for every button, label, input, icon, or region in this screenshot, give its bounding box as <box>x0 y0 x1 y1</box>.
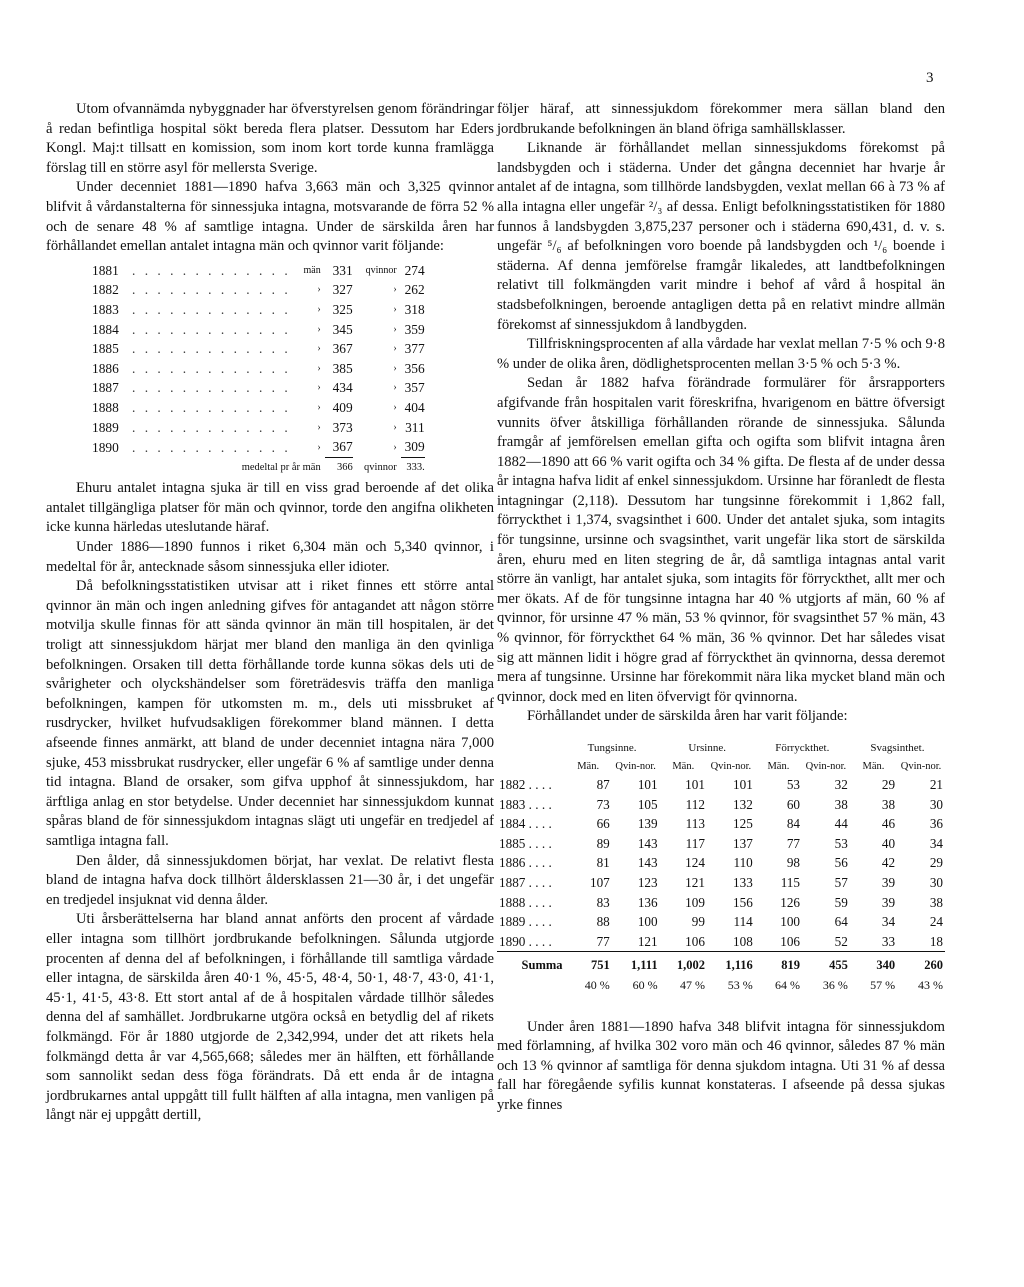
count-cell: 101 <box>733 777 753 792</box>
sub-header-row <box>497 757 945 775</box>
diagnosis-by-year-table <box>497 739 945 996</box>
mean-men: 366 <box>336 461 353 473</box>
count-cell: 139 <box>637 816 658 832</box>
count-cell: 39 <box>881 874 896 890</box>
right-column <box>497 100 945 1116</box>
paragraph: Sedan år 1882 hafva förändrade formulärer för årsrapporters afgifvande från hospitalen varit föreskrifna, hvarigenom en bättre öfversigt vunnits öfver åtskilliga förhållanden rörande de sinnessjuka. Sålunda framgår af jemförelsen emellan gifta och ogifta som blifvit intagna åren 1882—1890 att 66 % varit ogifta och 34 % gifta. De flesta af de under dessa år intagna hafva lidit af enkel sinnessjukdom. Ursinne har föranledt de flesta intagningar (2,118). Dessutom har tungsinne förekommit i 1,862 fall, förryckthet i 1,374, svagsinthet i 600. Under det antalet sjuka, som intagits för tungsinne, ursinne och svagsinthet, varit ungefär lika stort de särskilda åren, ehuru med en liten stegring de år, då samtliga intagnas antal varit större än vanligt, har antalet sjuka, som intagits för förryckthet, allt mer och mer ökats. Af de för tungsinne intagna har 40 % utgjorts af män, 60 % af qvinnor, för ursinne 47 % män, 53 % qvinnor, för svagsinthet 57 % män, 43 % qvinnor, för förryckthet 64 % män, 36 % qvinnor. Det har således visat sig att männen lidit i högre grad af förryckthet än qvinnorna, dessa deremot mera af tungsinne. Ursinne har förekommit nära lika mycket bland män och qvinnor, dock med en liten öfvervigt för qvinnorna. <box>497 375 945 705</box>
year-cell: 1890 <box>92 439 119 455</box>
men-label: män <box>303 264 321 276</box>
group-header: Förryckthet. <box>775 741 830 754</box>
count-cell: 124 <box>685 855 705 871</box>
paragraph: Under åren 1881—1890 hafva 348 blifvit intagna för sinnessjukdom med förlamning, af hvilka 302 voro män och 46 qvinnor, således 87 % män och 13 % qvinnor af samtliga för denna sjukdom intagna. Uti 31 % af dessa fall har föregående syfilis kunnat konstateras. I afseende på dessa sjukas yrke finnes <box>497 1018 945 1113</box>
table-row <box>92 320 425 340</box>
men-label: › <box>317 441 321 453</box>
table-row <box>497 873 945 893</box>
women-count: 356 <box>404 360 425 376</box>
count-cell: 38 <box>881 796 896 812</box>
women-count: 377 <box>404 341 425 357</box>
year-cell: 1888 <box>92 399 119 415</box>
blank-header <box>497 739 565 757</box>
men-count: 345 <box>332 321 353 337</box>
count-cell: 40 <box>881 835 896 851</box>
count-cell: 46 <box>881 816 896 832</box>
women-label: › <box>393 303 397 315</box>
sum-cell: 1,002 <box>676 958 705 973</box>
men-header: Män. <box>577 760 600 772</box>
year-cell: 1888 . . . . <box>499 894 552 910</box>
group-header: Tungsinne. <box>587 741 637 754</box>
year-cell: 1889 . . . . <box>499 914 552 930</box>
count-cell: 83 <box>596 894 610 910</box>
women-label: › <box>393 362 397 374</box>
count-cell: 89 <box>596 835 610 851</box>
count-cell: 125 <box>733 816 753 832</box>
count-cell: 38 <box>929 894 943 910</box>
table-row <box>497 795 945 815</box>
paragraph: följer häraf, att sinnessjukdom förekommer mera sällan bland den jordbrukande befolkningen än bland öfriga samhällsklasser. <box>497 101 945 137</box>
paragraph: Då befolkningsstatistiken utvisar att i riket finnes ett större antal qvinnor än män och ingen anledning gifves för antagandet att någon större motvilja skulle finnas för att sända qvinnor än män till hospitalen, är det troligt att sinnessjukdom härjat mer bland den manliga än den qvinliga befolkningen. Orsaken till detta förhållande torde kunna sökas dels uti de svårigheter och olyckshändelser som företrädesvis träffa den manliga befolkningen, kampen för utkomsten m. m., dels uti missbruket af rusdrycker, hvilket hufvudsakligen förekommer bland männen. I detta afseende finnes anmärkt, att bland de under decenniet intagna nära 7,000 sjuke, 453 missbrukat rusdrycker, eller ungefär 6 % af samtlige under denna tid intagna. Bland de orsaker, som gifva upphof åt sinnessjukdom, har ärftliga anlag en stor betydelse. Under decenniet har sinnessjukdom kunnat spåras bland de för sinnessjukdom intagnas slägt uti ungefär en tredjedel af samtliga intagna fall. <box>46 578 494 849</box>
women-label: › <box>393 441 397 453</box>
women-count: 404 <box>404 399 425 415</box>
men-label: › <box>317 284 321 296</box>
count-cell: 114 <box>733 914 753 930</box>
count-cell: 57 <box>834 874 848 890</box>
paragraph: Under decenniet 1881—1890 hafva 3,663 män och 3,325 qvinnor blifvit å vårdanstalterna för sinnessjuka intagna, motsvarande de förra 52 % och de senare 48 % af samtlige intagna. Under de särskilda åren har förhållandet emellan antalet intagna män och qvinnor varit följande: <box>46 179 494 255</box>
count-cell: 73 <box>596 796 610 812</box>
count-cell: 133 <box>733 874 753 890</box>
men-count: 325 <box>332 301 353 317</box>
paragraph: Under 1886—1890 funnos i riket 6,304 män och 5,340 qvinnor, i medeltal för år, antecknade såsom sinnessjuka eller idioter. <box>46 539 494 575</box>
table-row <box>497 853 945 873</box>
women-count: 311 <box>405 419 425 435</box>
men-header: Män. <box>862 760 885 772</box>
count-cell: 34 <box>929 835 943 851</box>
sum-cell: 340 <box>876 958 896 973</box>
count-cell: 52 <box>802 932 850 952</box>
count-cell: 123 <box>637 874 658 890</box>
table-row <box>92 437 425 457</box>
count-cell: 53 <box>834 835 848 851</box>
percent-cell: 57 % <box>870 977 896 992</box>
leader-dots: . . . . . . . . . . . . . <box>132 341 291 357</box>
count-cell: 117 <box>685 835 705 851</box>
women-count: 357 <box>404 380 425 396</box>
mean-women-label: qvinnor <box>364 461 397 473</box>
year-cell: 1885 <box>92 341 119 357</box>
women-header: Qvin-nor. <box>900 760 942 772</box>
men-label: › <box>317 421 321 433</box>
year-cell: 1883 . . . . <box>499 796 552 812</box>
count-cell: 64 <box>834 914 848 930</box>
count-cell: 121 <box>685 874 705 890</box>
year-cell: 1890 . . . . <box>497 932 565 952</box>
women-count: 359 <box>404 321 425 337</box>
count-cell: 99 <box>691 914 705 930</box>
sum-cell: 455 <box>829 958 848 973</box>
count-cell: 137 <box>733 835 753 851</box>
percent-cell: 60 % <box>632 977 658 992</box>
count-cell: 60 <box>786 796 800 812</box>
year-cell: 1887 <box>92 380 119 396</box>
percent-cell: 36 % <box>822 977 848 992</box>
count-cell: 56 <box>834 855 848 871</box>
year-cell: 1885 . . . . <box>499 835 552 851</box>
count-cell: 53 <box>786 777 800 792</box>
year-cell: 1882 . . . . <box>499 777 552 792</box>
leader-dots: . . . . . . . . . . . . . <box>132 282 291 298</box>
year-cell: 1882 <box>92 282 119 298</box>
women-count: 262 <box>404 282 425 298</box>
paragraph: Uti årsberättelserna har bland annat anförts den procent af vårdade eller intagna som tillhört jordbrukande befolkningen. Sålunda utgjorde procenten af denna del af befolkningen, i förhållande till samtliga vårdade eller intagna, de särskilda åren 40·1 %, 45·5, 48·4, 50·1, 48·7, 43·0, 41·1, 45·1, 41·5, 43·8. Ett stort antal af de å hospitalen vårdade tillhör således denna del af samhället. Jordbrukarne utgöra också en betydlig del af rikets folkmängd. För år 1880 utgjorde de 2,342,994, under det att rikets hela folkmängd detta år var 4,565,668; således mer än hälften, ett förhållande som sannolikt sedan dess föga förändrats. Då ett enda år de intagna jordbrukarnes antal uppgått till fullt hälften af alla intagna, men vanligen på långt när ej uppgått dertill, <box>46 911 494 1124</box>
men-label: › <box>317 362 321 374</box>
percent-cell: 53 % <box>727 977 753 992</box>
year-cell: 1889 <box>92 419 119 435</box>
count-cell: 21 <box>929 777 943 792</box>
table-row <box>497 814 945 834</box>
year-cell: 1886 . . . . <box>499 855 552 871</box>
women-count: 309 <box>401 437 425 457</box>
paragraph: Förhållandet under de särskilda åren har varit följande: <box>527 708 848 725</box>
count-cell: 101 <box>685 777 705 792</box>
count-cell: 66 <box>596 816 610 832</box>
count-cell: 39 <box>881 894 896 910</box>
mean-women: 333. <box>406 461 425 473</box>
men-count: 409 <box>332 399 353 415</box>
count-cell: 81 <box>596 855 610 871</box>
count-cell: 106 <box>660 932 707 952</box>
count-cell: 38 <box>834 796 848 812</box>
paragraph: Liknande är förhållandet mellan sinnessjukdoms förekomst på landsbygden och i städerna. Under det gångna decenniet har hvarje år antalet af de intagna, som tillhörde landsbygden, vexlat mellan 66 à 73 % af alla intagna eller ungefär ²/₃ af dessa. Enligt befolkningsstatistiken för 1880 funnos å landsbygden 3,875,237 personer och i städerna 690,431, d. v. s. ungefär ⁵/₆ af befolkningen voro boende på landsbygden och ¹/₆ boende i städerna. Af denna jemförelse framgår likaledes, att landtbefolkningen relativt till folkmängden varit mindre i behof af vård å hospital än stadsbefolkningen, beroende antagligen detta på en relativt mindre allmän förekomst af sinnessjukdom å landbygden. <box>497 140 945 333</box>
sum-cell: 1,111 <box>630 958 658 973</box>
count-cell: 126 <box>780 894 800 910</box>
page-number: 3 <box>926 70 934 86</box>
table-row <box>497 932 945 952</box>
year-cell: 1881 <box>92 262 119 278</box>
leader-dots: . . . . . . . . . . . . . <box>132 439 291 455</box>
count-cell: 115 <box>780 874 800 890</box>
count-cell: 106 <box>755 932 802 952</box>
year-cell: 1883 <box>92 301 119 317</box>
count-cell: 32 <box>834 777 848 792</box>
group-header: Svagsinthet. <box>870 741 925 754</box>
percent-cell: 40 % <box>584 977 610 992</box>
blank-header <box>497 757 565 775</box>
count-cell: 156 <box>733 894 753 910</box>
men-label: › <box>317 382 321 394</box>
table-row <box>92 398 425 418</box>
year-cell: 1884 . . . . <box>499 816 552 832</box>
count-cell: 59 <box>834 894 848 910</box>
men-count: 327 <box>332 282 353 298</box>
count-cell: 113 <box>685 816 705 832</box>
women-count: 318 <box>404 301 425 317</box>
men-header: Män. <box>672 760 695 772</box>
paragraph: Den ålder, då sinnessjukdomen börjat, har vexlat. De relativt flesta bland de intagna hafva dock tillhört åldersklassen 21—30 år, i det ungefär en tredjedel insjuknat vid denna ålder. <box>46 852 494 908</box>
men-count: 434 <box>332 380 353 396</box>
count-cell: 87 <box>596 777 610 792</box>
men-count: 367 <box>325 437 353 457</box>
women-label: › <box>393 284 397 296</box>
percent-row <box>497 976 945 996</box>
leader-dots: . . . . . . . . . . . . . <box>132 380 291 396</box>
sum-label: Summa <box>521 958 563 973</box>
table-row <box>92 359 425 379</box>
count-cell: 34 <box>881 914 896 930</box>
count-cell: 100 <box>780 914 800 930</box>
count-cell: 107 <box>589 874 610 890</box>
women-header: Qvin-nor. <box>805 760 847 772</box>
count-cell: 42 <box>881 855 896 871</box>
count-cell: 29 <box>881 777 896 792</box>
women-header: Qvin-nor. <box>615 760 656 772</box>
count-cell: 101 <box>637 777 658 792</box>
sum-cell: 1,116 <box>725 958 753 973</box>
paragraph: Tillfriskningsprocenten af alla vårdade har vexlat mellan 7·5 % och 9·8 % under de olika åren, dödlighetsprocenten mellan 3·5 % och 5·3 %. <box>497 336 945 372</box>
women-label: › <box>393 382 397 394</box>
table-row <box>497 775 945 795</box>
women-header: Qvin-nor. <box>710 760 752 772</box>
count-cell: 112 <box>685 796 705 812</box>
count-cell: 29 <box>929 855 943 871</box>
women-label: qvinnor <box>365 264 397 276</box>
count-cell: 105 <box>637 796 658 812</box>
table-row <box>92 300 425 320</box>
women-label: › <box>393 421 397 433</box>
count-cell: 110 <box>733 855 753 871</box>
table-row <box>92 261 425 281</box>
group-header: Ursinne. <box>688 741 726 754</box>
table-row <box>92 378 425 398</box>
count-cell: 88 <box>596 914 610 930</box>
paragraph: Ehuru antalet intagna sjuka är till en viss grad beroende af det olika antalet tillgängliga platser för män och qvinnor, torde den angifna olikheten icke kunna härledas uteslutande häraf. <box>46 480 494 536</box>
count-cell: 77 <box>786 835 800 851</box>
table-row <box>497 893 945 913</box>
count-cell: 108 <box>707 932 755 952</box>
paragraph: Utom ofvannämda nybyggnader har öfverstyrelsen genom förändringar å redan befintliga hospital sökt bereda flera platser. Dessutom har Eders Kongl. Maj:t tillsatt en komission, som inom kort torde kunna framlägga förslag till en större asyl för mellersta Sverige. <box>46 101 494 176</box>
men-label: › <box>317 323 321 335</box>
left-column <box>46 100 494 1126</box>
table-row <box>497 834 945 854</box>
leader-dots: . . . . . . . . . . . . . <box>132 399 291 415</box>
count-cell: 77 <box>565 932 612 952</box>
count-cell: 98 <box>786 855 800 871</box>
women-label: › <box>393 401 397 413</box>
men-label: › <box>317 343 321 355</box>
count-cell: 100 <box>637 914 658 930</box>
sum-row <box>497 952 945 976</box>
leader-dots: . . . . . . . . . . . . . <box>132 321 291 337</box>
count-cell: 84 <box>786 816 800 832</box>
admissions-by-year-table <box>92 261 425 478</box>
men-count: 367 <box>332 341 353 357</box>
count-cell: 143 <box>637 835 658 851</box>
percent-cell: 47 % <box>679 977 705 992</box>
men-label: › <box>317 303 321 315</box>
count-cell: 109 <box>685 894 705 910</box>
women-label: › <box>393 323 397 335</box>
sum-cell: 260 <box>924 958 943 973</box>
count-cell: 36 <box>929 816 943 832</box>
count-cell: 24 <box>929 914 943 930</box>
percent-cell: 43 % <box>918 977 943 992</box>
women-label: › <box>393 343 397 355</box>
leader-dots: . . . . . . . . . . . . . <box>132 360 291 376</box>
group-header-row <box>497 739 945 757</box>
count-cell: 136 <box>637 894 658 910</box>
count-cell: 132 <box>733 796 753 812</box>
leader-dots: . . . . . . . . . . . . . <box>132 301 291 317</box>
women-count: 274 <box>404 262 425 278</box>
leader-dots: . . . . . . . . . . . . . <box>132 262 291 278</box>
count-cell: 18 <box>897 932 945 952</box>
percent-cell: 64 % <box>775 977 800 992</box>
men-count: 331 <box>332 262 353 278</box>
mean-row <box>92 457 425 477</box>
count-cell: 143 <box>637 855 658 871</box>
mean-label: medeltal pr år män <box>241 461 321 473</box>
men-header: Män. <box>767 760 790 772</box>
count-cell: 30 <box>929 874 943 890</box>
table-row <box>92 339 425 359</box>
count-cell: 33 <box>850 932 897 952</box>
table-row <box>497 912 945 932</box>
year-cell: 1884 <box>92 321 119 337</box>
blank-cell <box>497 976 565 996</box>
table-row <box>92 418 425 438</box>
men-count: 373 <box>332 419 353 435</box>
year-cell: 1886 <box>92 360 119 376</box>
leader-dots: . . . . . . . . . . . . . <box>132 419 291 435</box>
count-cell: 30 <box>929 796 943 812</box>
table-row <box>92 280 425 300</box>
men-label: › <box>317 401 321 413</box>
sum-cell: 751 <box>591 958 610 973</box>
year-cell: 1887 . . . . <box>499 874 552 890</box>
count-cell: 121 <box>612 932 660 952</box>
count-cell: 44 <box>834 816 848 832</box>
men-count: 385 <box>332 360 353 376</box>
sum-cell: 819 <box>781 958 800 973</box>
